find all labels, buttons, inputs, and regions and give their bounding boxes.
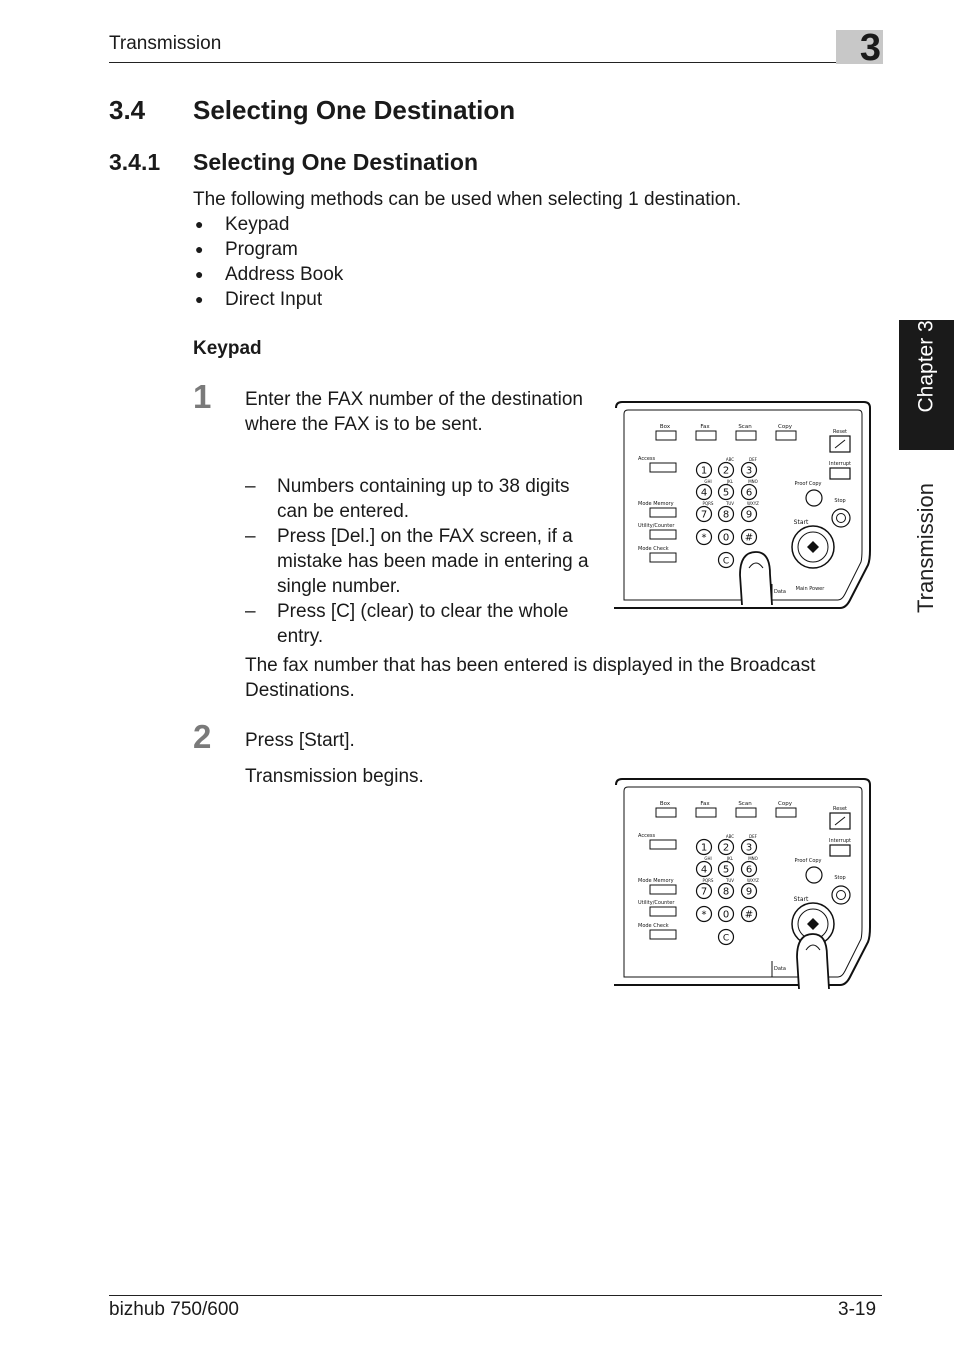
footer-model: bizhub 750/600 (109, 1299, 239, 1320)
left-button (650, 530, 676, 539)
left-button-label: Mode Memory (638, 501, 674, 507)
subsection-heading (109, 149, 478, 176)
mode-button-label: Copy (778, 424, 792, 430)
keypad-key-label: 8 (722, 509, 730, 521)
keypad-heading: Keypad (193, 338, 262, 359)
footer-rule (109, 1295, 882, 1296)
keypad-key-label: 3 (745, 465, 753, 477)
reset-label: Reset (833, 429, 847, 435)
interrupt-button (830, 468, 850, 479)
list-item: ● Address Book (195, 264, 344, 285)
keypad-key-label: 2 (722, 842, 730, 854)
proof-copy-button (806, 867, 822, 883)
mode-button-label: Scan (738, 424, 752, 430)
key-letters: TUV (725, 501, 735, 506)
intro-text: The following methods can be used when selecting 1 destination. (193, 189, 742, 210)
key-letters: DEF (749, 457, 757, 462)
key-letters: JKL (726, 856, 734, 861)
keypad-key-label: 4 (700, 864, 708, 876)
keypad-key-label: 9 (745, 886, 753, 898)
left-button-label: Utility/Counter (638, 523, 675, 529)
pointing-finger-icon (740, 552, 772, 605)
bullet-icon: ● (195, 216, 204, 232)
key-letters: DEF (749, 834, 757, 839)
mode-button-scan (736, 808, 756, 817)
mode-button-fax (696, 431, 716, 440)
left-button (650, 930, 676, 939)
running-header: Transmission (109, 33, 222, 54)
keypad-key-label: 6 (745, 864, 753, 876)
key-letters: ABC (725, 834, 735, 839)
method-list (193, 212, 343, 312)
main-power-label: Main Power (795, 586, 825, 592)
proof-copy-button (806, 490, 822, 506)
control-panel-illustration-start (612, 777, 872, 992)
key-letters: GHI (704, 479, 712, 484)
mode-button-copy (776, 431, 796, 440)
section-number: 3.4 (109, 95, 146, 125)
key-letters: JKL (726, 479, 734, 484)
step-1-number: 1 (193, 378, 212, 415)
mode-button-label: Box (659, 424, 671, 430)
left-button (650, 553, 676, 562)
keypad-key-label: 2 (722, 465, 730, 477)
key-letters: WXYZ (747, 878, 759, 883)
interrupt-label: Interrupt (828, 461, 852, 467)
keypad-key-label: 5 (722, 864, 730, 876)
left-button-label: Access (638, 456, 656, 462)
mode-button-label: Copy (778, 801, 792, 807)
keypad-key-label: 6 (745, 487, 753, 499)
keypad-key-label: 1 (700, 842, 708, 854)
left-button-label: Access (638, 833, 656, 839)
mode-button-label: Fax (700, 424, 710, 430)
section-title: Selecting One Destination (193, 95, 516, 125)
mode-button-box (656, 431, 676, 440)
step-2-number: 2 (193, 718, 212, 755)
start-label: Start (793, 896, 809, 903)
mode-button-label: Scan (738, 801, 752, 807)
mode-button-label: Box (659, 801, 671, 807)
list-item: ● Direct Input (195, 289, 323, 310)
left-button-label: Mode Check (638, 546, 669, 552)
section-heading (109, 95, 515, 126)
pointing-finger-icon (797, 934, 829, 989)
page-number: 3-19 (838, 1299, 877, 1320)
left-button (650, 463, 676, 472)
keypad-key-label: 0 (722, 532, 730, 544)
keypad-key-label: # (744, 532, 754, 544)
mode-button-scan (736, 431, 756, 440)
keypad-key-label: # (744, 909, 754, 921)
key-letters: TUV (725, 878, 735, 883)
start-label: Start (793, 519, 809, 526)
step-2-result: Transmission begins. (245, 766, 424, 787)
mode-button-label: Fax (700, 801, 710, 807)
left-button (650, 508, 676, 517)
key-letters: MNO (748, 856, 758, 861)
list-item: – Press [C] (clear) to clear the whole entry. (245, 601, 569, 647)
key-letters: WXYZ (747, 501, 759, 506)
key-letters: GHI (704, 856, 712, 861)
keypad-key-label: 7 (700, 509, 708, 521)
stop-button (832, 509, 850, 527)
step-1-result: The fax number that has been entered is displayed in the Broadcast Destinations. (245, 655, 816, 701)
header-rule (109, 62, 882, 63)
interrupt-label: Interrupt (828, 838, 852, 844)
left-button-label: Mode Memory (638, 878, 674, 884)
key-letters: PQRS (702, 878, 714, 883)
stop-label: Stop (834, 498, 846, 504)
data-label: Data (774, 589, 786, 595)
list-item: – Press [Del.] on the FAX screen, if a mistake has been made in entering a single number. (245, 526, 589, 597)
stop-label: Stop (834, 875, 846, 881)
bullet-icon: ● (195, 266, 204, 282)
keypad-key-label: 7 (700, 886, 708, 898)
proof-copy-label: Proof Copy (794, 481, 822, 487)
control-panel-illustration-keypad (612, 400, 872, 615)
mode-button-copy (776, 808, 796, 817)
keypad-key-label: 8 (722, 886, 730, 898)
clear-key-label: C (722, 933, 730, 944)
list-item: ● Program (195, 239, 298, 260)
mode-button-fax (696, 808, 716, 817)
stop-button (832, 886, 850, 904)
subsection-title: Selecting One Destination (193, 149, 478, 175)
step-2-text: Press [Start]. (245, 730, 355, 751)
key-letters: MNO (748, 479, 758, 484)
clear-key-label: C (722, 556, 730, 567)
keypad-key-label: 1 (700, 465, 708, 477)
step-1-notes (245, 474, 595, 649)
keypad-key-label: 5 (722, 487, 730, 499)
side-tab-chapter-label: Chapter 3 (914, 320, 938, 413)
reset-label: Reset (833, 806, 847, 812)
left-button-label: Mode Check (638, 923, 669, 929)
keypad-key-label: 0 (722, 909, 730, 921)
key-letters: PQRS (702, 501, 714, 506)
list-item: ● Keypad (195, 214, 290, 235)
proof-copy-label: Proof Copy (794, 858, 822, 864)
left-button (650, 907, 676, 916)
step-1-text: Enter the FAX number of the destination where the FAX is to be sent. (245, 389, 583, 435)
keypad-key-label: * (701, 909, 707, 921)
mode-button-box (656, 808, 676, 817)
interrupt-button (830, 845, 850, 856)
list-item: – Numbers containing up to 38 digits can be entered. (245, 476, 570, 522)
left-button (650, 885, 676, 894)
key-letters: ABC (725, 457, 735, 462)
keypad-key-label: 9 (745, 509, 753, 521)
subsection-number: 3.4.1 (109, 149, 161, 175)
left-button (650, 840, 676, 849)
keypad-key-label: 3 (745, 842, 753, 854)
data-label: Data (774, 966, 786, 972)
keypad-key-label: 4 (700, 487, 708, 499)
keypad-key-label: * (701, 532, 707, 544)
left-button-label: Utility/Counter (638, 900, 675, 906)
bullet-icon: ● (195, 291, 204, 307)
chapter-number: 3 (859, 27, 881, 69)
side-tab-section-label: Transmission (913, 483, 938, 613)
bullet-icon: ● (195, 241, 204, 257)
